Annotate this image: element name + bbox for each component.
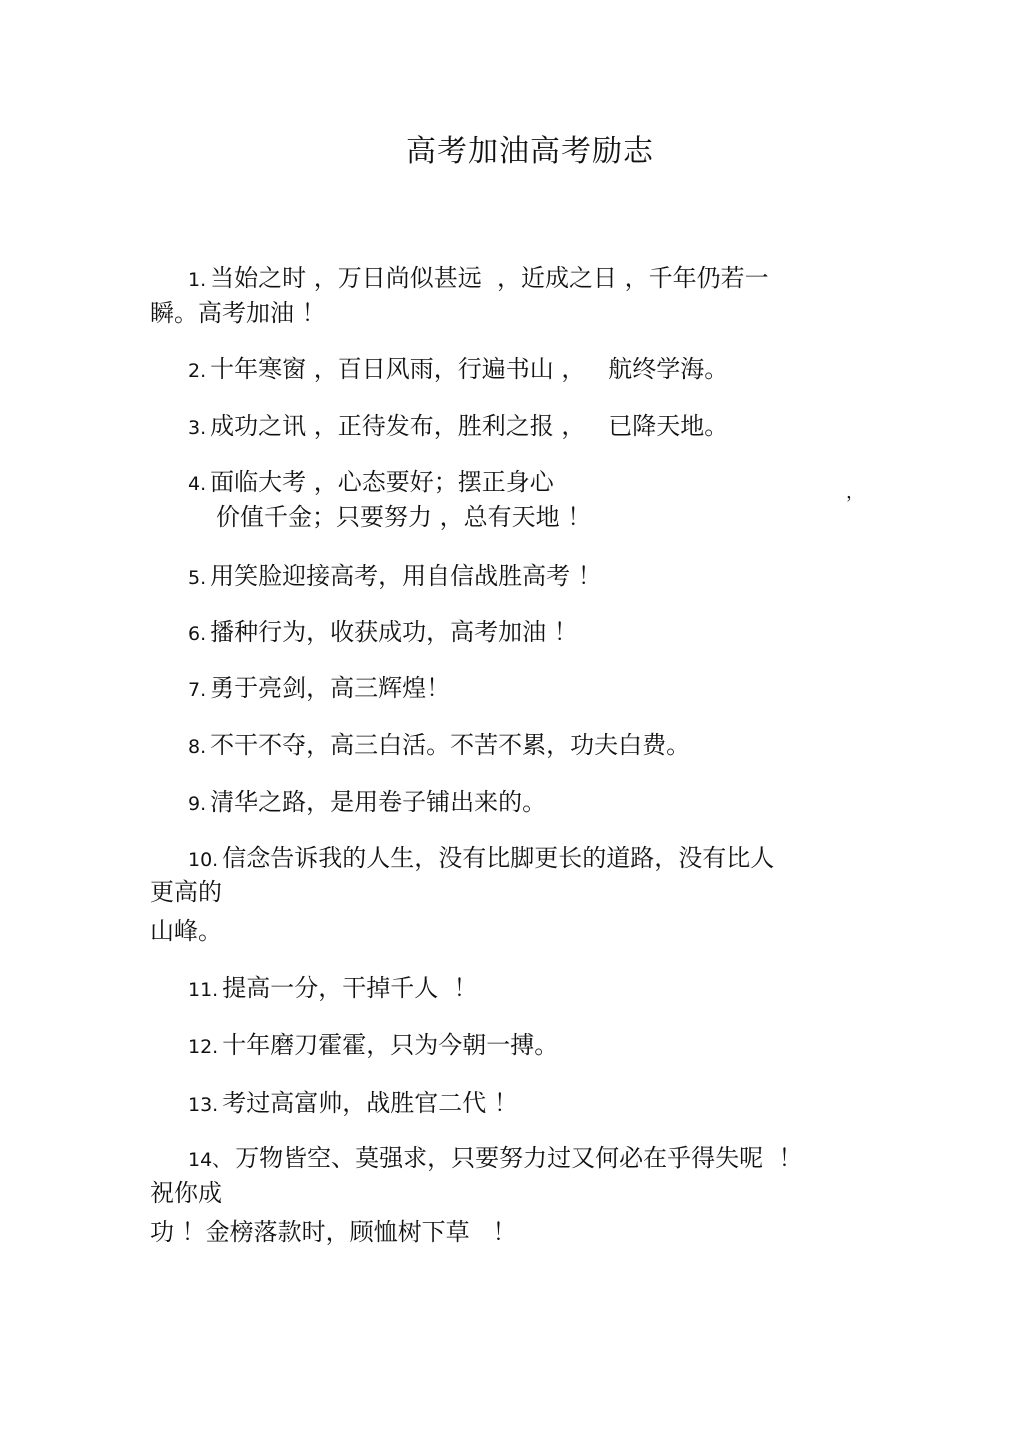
item-number: 5. — [188, 567, 207, 589]
item-number: 14、 — [188, 1149, 232, 1171]
item-text: 考过高富帅，战胜官二代 ！ — [222, 1089, 518, 1117]
list-item-3 — [188, 408, 728, 446]
item-number: 4. — [188, 473, 207, 495]
list-item-7 — [188, 670, 450, 708]
item-text: 不干不夺，高三白活。不苦不累，功夫白费。 — [210, 731, 691, 759]
item-number: 11. — [188, 979, 219, 1001]
item-text: 播种行为，收获成功，高考加油 ！ — [210, 618, 578, 646]
list-item-9 — [188, 784, 546, 822]
list-item-2 — [188, 351, 728, 389]
list-item-14-cont: 祝你成 — [150, 1179, 222, 1207]
item-number: 10. — [188, 849, 219, 871]
item-number: 3. — [188, 417, 207, 439]
item-number: 9. — [188, 793, 207, 815]
list-item-10-cont: 更高的 — [150, 878, 222, 906]
item-number: 7. — [188, 679, 207, 701]
list-item-4 — [188, 464, 554, 502]
item-text: 勇于亮剑，高三辉煌！ — [210, 674, 451, 702]
item-text: 成功之讯 ，正待发布，胜利之报 ， 已降天地。 — [210, 412, 729, 440]
item-number: 13. — [188, 1094, 219, 1116]
list-item-14-cont: 功 ！金榜落款时，顾恤树下草 ！ — [150, 1218, 517, 1246]
item-text: 当始之时 ，万日尚似甚远 ，近成之日 ，千年仍若一 — [210, 264, 769, 292]
item-text: 面临大考 ，心态要好；摆正身心 — [210, 468, 554, 496]
list-item-6 — [188, 614, 578, 652]
list-item-1-cont: 瞬。高考加油 ！ — [150, 299, 326, 327]
item-number: 6. — [188, 623, 207, 645]
list-item-4-cont: 价值千金；只要努力 ，总有天地 ！ — [216, 503, 592, 531]
document-title: 高考加油高考励志 — [406, 134, 654, 169]
list-item-10 — [188, 840, 774, 878]
list-item-11 — [188, 970, 477, 1008]
item-text: 清华之路，是用卷子铺出来的。 — [210, 788, 547, 816]
list-item-5 — [188, 558, 602, 596]
item-text: 提高一分，干掉千人 ！ — [222, 974, 478, 1002]
item-text: 十年寒窗 ，百日风雨，行遍书山 ， 航终学海。 — [210, 355, 729, 383]
item-text: 信念告诉我的人生，没有比脚更长的道路，没有比人 — [222, 844, 775, 872]
item-number: 8. — [188, 736, 207, 758]
item-number: 12. — [188, 1036, 219, 1058]
item-text: 用笑脸迎接高考，用自信战胜高考 ！ — [210, 562, 602, 590]
list-item-13 — [188, 1085, 518, 1123]
stray-comma: ， — [846, 482, 864, 503]
item-text: 万物皆空、莫强求，只要努力过又何必在乎得失呢 ！ — [235, 1144, 803, 1172]
list-item-10-cont: 山峰。 — [150, 917, 222, 945]
list-item-1 — [188, 260, 769, 298]
list-item-8 — [188, 727, 690, 765]
item-number: 2. — [188, 360, 207, 382]
item-text: 十年磨刀霍霍，只为今朝一搏。 — [222, 1031, 559, 1059]
item-number: 1. — [188, 269, 207, 291]
list-item-14 — [188, 1140, 802, 1178]
list-item-12 — [188, 1027, 558, 1065]
